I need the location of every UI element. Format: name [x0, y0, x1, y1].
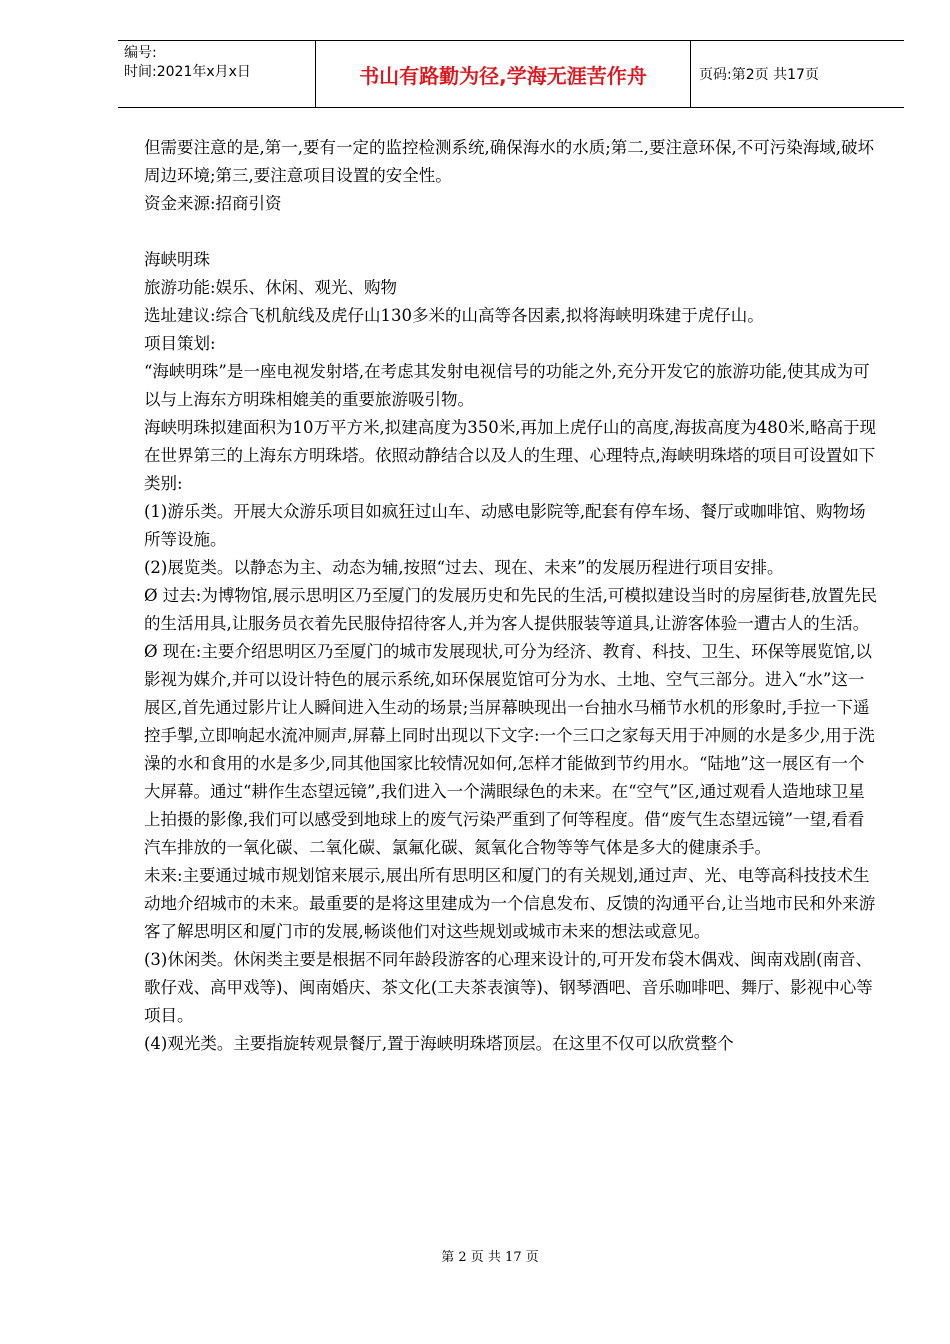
paragraph-amusement: (1)游乐类。开展大众游乐项目如疯狂过山车、动感电影院等,配套有停车场、餐厅或咖啡馆、购物场所等设施。	[144, 502, 866, 549]
page-footer: 第 2 页 共 17 页	[441, 1250, 539, 1265]
paragraph-past: Ø 过去:为博物馆,展示思明区乃至厦门的发展历史和先民的生活,可模拟建设当时的房屋街巷,放置先民的生活用具,让服务员衣着先民服侍招待客人,并为客人提供服装等道具,让游客体验一遭古人的生活。	[144, 586, 878, 633]
paragraph-tourism-function: 旅游功能:娱乐、休闲、观光、购物	[144, 278, 398, 297]
document-time-label: 时间:2021年x月x日	[124, 64, 251, 80]
paragraph-spacer	[144, 218, 880, 246]
paragraph-intro: “海峡明珠”是一座电视发射塔,在考虑其发射电视信号的功能之外,充分开发它的旅游功能,使其成为可以与上海东方明珠相媲美的重要旅游吸引物。	[144, 362, 870, 409]
paragraph-exhibition: (2)展览类。以静态为主、动态为辅,按照“过去、现在、未来”的发展历程进行项目安排。	[144, 558, 784, 577]
paragraph-precautions: 但需要注意的是,第一,要有一定的监控检测系统,确保海水的水质;第二,要注意环保,不可污染海域,破坏周边环境;第三,要注意项目设置的安全性。	[144, 138, 875, 185]
paragraph-funding: 资金来源:招商引资	[144, 194, 282, 213]
document-body	[144, 134, 880, 1058]
document-number-label: 编号:	[124, 45, 157, 61]
header-meta	[118, 41, 316, 107]
paragraph-present: Ø 现在:主要介绍思明区乃至厦门的城市发展现状,可分为经济、教育、科技、卫生、环保等展览馆,以影视为媒介,并可以设计特色的展示系统,如环保展览馆可分为水、土地、空气三部分。进入“水”这一展区,首先通过影片让人瞬间进入生动的场景;当屏幕映现出一台抽水马桶节水机的形象时,手拉一下遥控手掣,立即响起水流冲厕声,屏幕上同时出现以下文字:一个三口之家每天用于冲厕的水是多少,用于洗澡的水和食用的水是多少,同其他国家比较情况如何,怎样才能做到节约用水。“陆地”这一展区有一个大屏幕。通过“耕作生态望远镜”,我们进入一个满眼绿色的未来。在“空气”区,通过观看人造地球卫星上拍摄的影像,我们可以感受到地球上的废气污染严重到了何等程度。借“废气生态望远镜”一望,看看汽车排放的一氧化碳、二氧化碳、氯氟化碳、氮氧化合物等等气体是多大的健康杀手。	[144, 642, 875, 857]
paragraph-site-suggestion: 选址建议:综合飞机航线及虎仔山130多米的山高等各因素,拟将海峡明珠建于虎仔山。	[144, 306, 764, 325]
header-page-info: 页码:第2页 共17页	[699, 67, 819, 83]
page-header	[118, 40, 904, 108]
section-title: 海峡明珠	[144, 250, 210, 269]
paragraph-sightseeing: (4)观光类。主要指旋转观景餐厅,置于海峡明珠塔顶层。在这里不仅可以欣赏整个	[144, 1034, 734, 1053]
paragraph-leisure: (3)休闲类。休闲类主要是根据不同年龄段游客的心理来设计的,可开发布袋木偶戏、闽南戏剧(南音、歌仔戏、高甲戏等)、闽南婚庆、茶文化(工夫茶表演等)、钢琴酒吧、音乐咖啡吧、舞厅、影视中心等项目。	[144, 950, 873, 1025]
paragraph-future: 未来:主要通过城市规划馆来展示,展出所有思明区和厦门的有关规划,通过声、光、电等高科技技术生动地介绍城市的未来。最重要的是将这里建成为一个信息发布、反馈的沟通平台,让当地市民和外来游客了解思明区和厦门市的发展,畅谈他们对这些规划或城市未来的想法或意见。	[144, 866, 876, 941]
paragraph-planning-label: 项目策划:	[144, 334, 216, 353]
header-motto: 书山有路勤为径,学海无涯苦作舟	[316, 41, 691, 107]
paragraph-scale: 海峡明珠拟建面积为10万平方米,拟建高度为350米,再加上虎仔山的高度,海拔高度为480米,略高于现在世界第三的上海东方明珠塔。依照动静结合以及人的生理、心理特点,海峡明珠塔的项目可设置如下类别:	[144, 418, 876, 493]
